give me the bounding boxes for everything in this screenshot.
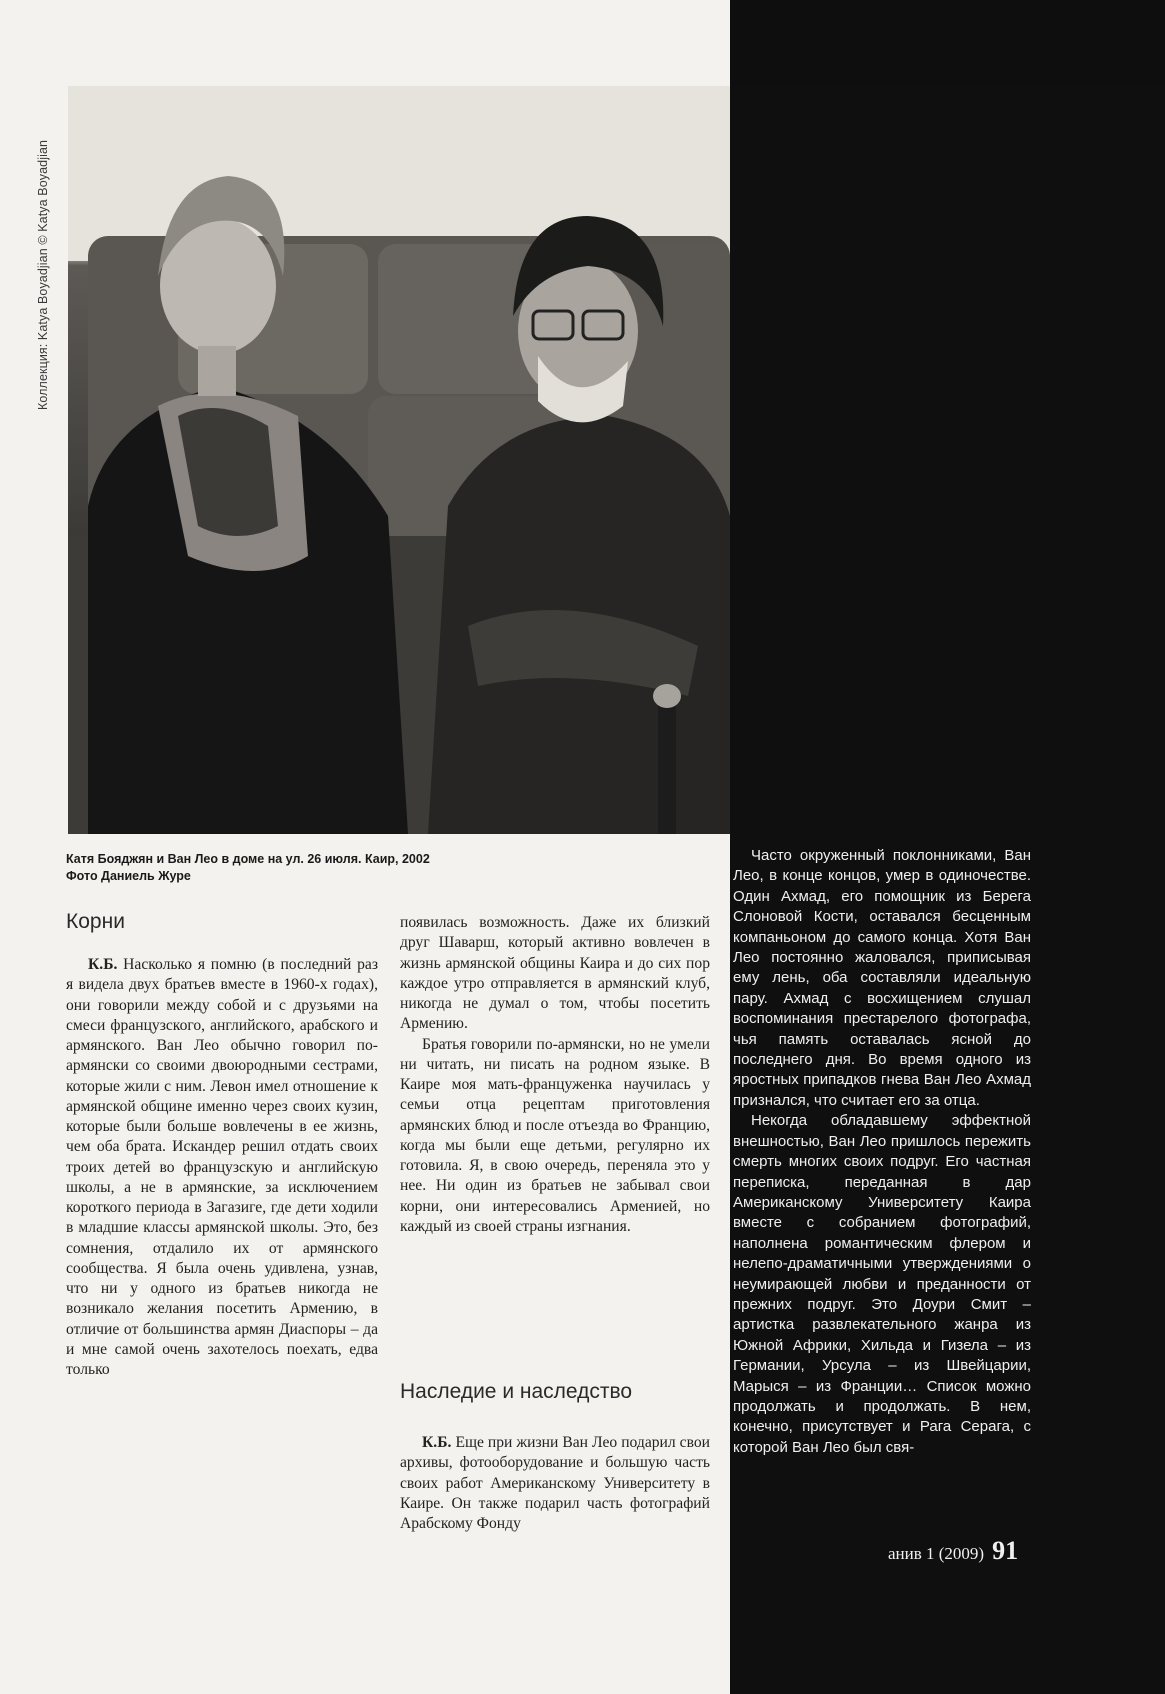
section-heading-roots: Корни [66,910,125,933]
photo [68,86,730,834]
article-column-2-continued [400,1433,710,1534]
paragraph [400,1433,710,1534]
page-number: 91 [992,1536,1019,1565]
journal-issue: анив 1 (2009) [888,1544,985,1563]
paragraph: появилась возможность. Даже их близкий друг Шаварш, который активно вовлечен в жизнь армянской общины Каира и до сих пор каждое утро отправляется в армянский клуб, никогда не думал о том, чтобы посетить Армению. [400,914,710,1033]
interviewer-initials: К.Б. [88,956,118,973]
right-column-text [733,846,1031,1458]
page-footer [888,1536,1018,1566]
caption-line-1: Катя Бояджян и Ван Лео в доме на ул. 26 июля. Каир, 2002 [66,852,430,866]
paragraph: Часто окруженный поклонниками, Ван Лео, в конце концов, умер в одиночестве. Один Ахмад, его помощник из Берега Слоновой Кости, оставался бесценным компаньоном до самого конца. Хотя Ван Лео постоянно жаловался, приписывая ему лень, оба составляли идеальную пару. Ахмад с восхищением слушал воспоминания престарелого фотографа, чья память оставалась ясной до последнего дня. Во время одного из яростных припадков гнева Ван Лео Ахмад признался, что считает его за отца. [733,847,1031,1109]
interviewer-initials: К.Б. [422,1434,452,1451]
paragraph-text: Насколько я помню (в последний раз я видела двух братьев вместе в 1960-х годах), они говорили между собой и с друзьями на смеси французского, английского, арабского и армянского. Ван Лео обычно говорил по-армянски со своими двоюродными сестрами, которые жили с ним. Левон имел отношение к армянской общине именно через своих кузин, которые были больше вовлечены в ее жизнь, чем оба брата. Искандер решил отдать своих троих детей во французскую и английскую школы, а не в армянские, за исключением короткого периода в Загазиге, где дети ходили в младшие классы армянской школы. Это, без сомнения, отдалило их от армянского сообщества. Я была очень удивлена, узнав, что ни у одного из братьев никогда не возникало желания посетить Армению, в отличие от большинства армян Диаспоры – да и мне самой очень захотелось поехать, едва только [66,956,378,1378]
caption-line-2: Фото Даниель Журе [66,869,191,883]
paragraph: Братья говорили по-армянски, но не умели ни читать, ни писать на родном языке. В Каире моя мать-француженка научилась у семьи отца рецептам приготовления армянских блюд и после отъезда во Францию, когда мы были еще детьми, регулярно их готовила. Я, в свою очередь, переняла это у нее. Ни один из братьев не забывал свои корни, они интересовались Арменией, но каждый из своей страны изгнания. [400,1035,710,1235]
paragraph: Некогда обладавшему эффектной внешностью, Ван Лео пришлось пережить смерть многих своих подруг. Его частная переписка, переданная в дар Американскому Университету Каира вместе с собранием фотографий, наполнена романтическим флером и нелепо-драматичными утверждениями о неумирающей любви и преданности от прежних подруг. Это Доури Смит – артистка развлекательного жанра из Южной Африки, Хильда и Гизела – из Германии, Урсула – из Швейцарии, Марыся – из Франции… Список можно продолжать и продолжать. В нем, конечно, присутствует и Рага Серага, с которой Ван Лео был свя- [733,1112,1031,1456]
photo-illustration [68,86,730,834]
article-column-1 [66,955,378,1380]
photo-caption [66,851,666,885]
photo-credit: Коллекция: Katya Boyadjian © Katya Boyadjian [36,139,50,410]
top-black-band [730,0,1165,86]
section-heading-legacy: Наследие и наследство [400,1380,633,1403]
article-column-2 [400,913,710,1237]
paragraph [66,955,378,1380]
paragraph-text: Еще при жизни Ван Лео подарил свои архивы, фотооборудование и большую часть своих работ Американскому Университету в Каире. Он также подарил часть фотографий Арабскому Фонду [400,1434,710,1532]
